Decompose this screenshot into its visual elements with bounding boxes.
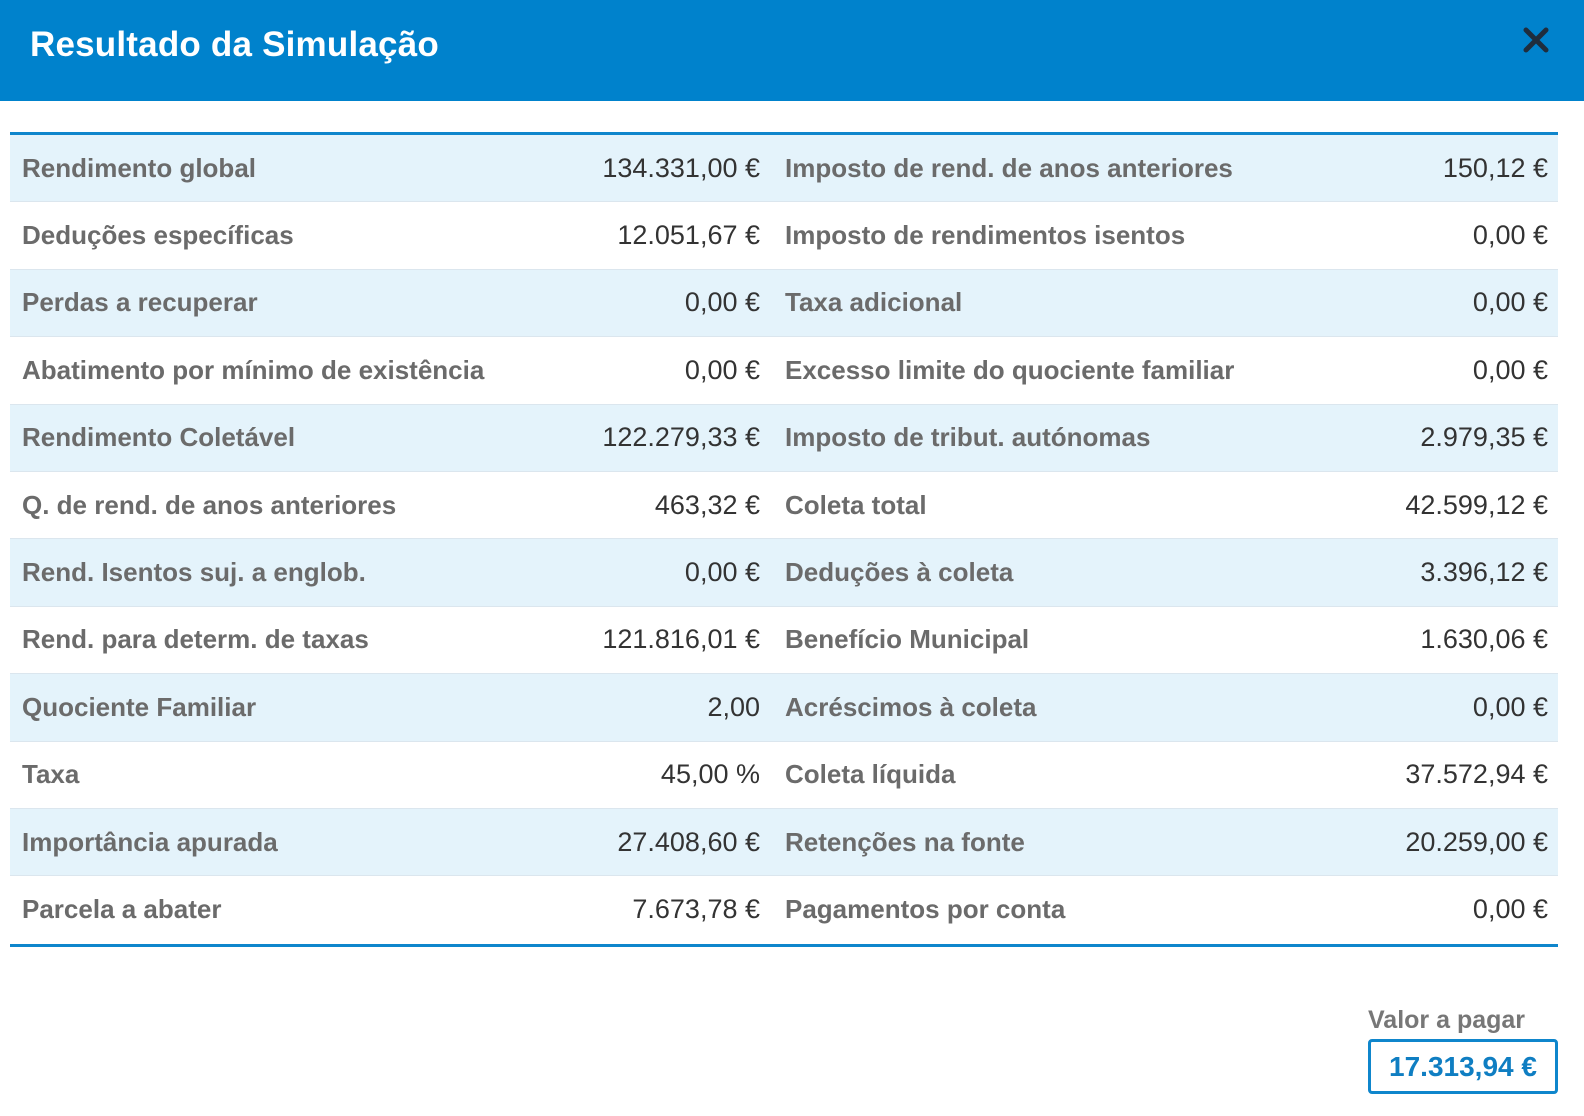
row-label-left: Deduções específicas <box>22 220 294 251</box>
row-label-right: Deduções à coleta <box>785 557 1014 588</box>
row-label-left: Perdas a recuperar <box>22 287 258 318</box>
row-value-right: 20.259,00 € <box>1405 826 1548 857</box>
row-value-right: 1.630,06 € <box>1420 624 1548 655</box>
row-label-left: Q. de rend. de anos anteriores <box>22 489 397 520</box>
row-label-right: Coleta total <box>785 489 927 520</box>
row-label-right: Pagamentos por conta <box>785 894 1066 925</box>
row-label-left: Importância apurada <box>22 826 278 857</box>
row-label-left: Rend. para determ. de taxas <box>22 624 369 655</box>
row-label-right: Imposto de rend. de anos anteriores <box>785 152 1233 183</box>
row-value-right: 0,00 € <box>1472 691 1548 722</box>
row-value-right: 150,12 € <box>1442 152 1548 183</box>
row-value-left: 12.051,67 € <box>617 220 760 251</box>
row-label-right: Benefício Municipal <box>785 624 1030 655</box>
row-value-right: 0,00 € <box>1472 220 1548 251</box>
row-label-left: Abatimento por mínimo de existência <box>22 354 485 385</box>
row-label-left: Parcela a abater <box>22 894 222 925</box>
table-row <box>10 135 1558 202</box>
row-value-right: 37.572,94 € <box>1405 759 1548 790</box>
row-value-left: 0,00 € <box>684 287 760 318</box>
row-value-right: 42.599,12 € <box>1405 489 1548 520</box>
row-label-left: Taxa <box>22 759 80 790</box>
close-button[interactable] <box>1516 20 1556 60</box>
row-label-left: Rend. Isentos suj. a englob. <box>22 557 366 588</box>
table-row <box>10 539 1558 606</box>
row-label-left: Rendimento global <box>22 152 256 183</box>
row-value-right: 3.396,12 € <box>1420 557 1548 588</box>
row-value-left: 134.331,00 € <box>602 152 760 183</box>
row-label-right: Imposto de tribut. autónomas <box>785 422 1151 453</box>
total-section <box>1368 1006 1558 1094</box>
close-icon <box>1523 27 1549 53</box>
row-value-left: 121.816,01 € <box>602 624 760 655</box>
row-value-right: 0,00 € <box>1472 354 1548 385</box>
row-value-left: 0,00 € <box>684 557 760 588</box>
row-value-left: 7.673,78 € <box>632 894 760 925</box>
table-row <box>10 337 1558 404</box>
row-label-right: Excesso limite do quociente familiar <box>785 354 1235 385</box>
row-label-right: Imposto de rendimentos isentos <box>785 220 1186 251</box>
table-row <box>10 607 1558 674</box>
total-label: Valor a pagar <box>1368 1006 1526 1034</box>
row-value-left: 463,32 € <box>654 489 760 520</box>
row-label-left: Rendimento Coletável <box>22 422 296 453</box>
results-table <box>10 132 1558 947</box>
row-label-right: Acréscimos à coleta <box>785 691 1037 722</box>
row-value-left: 27.408,60 € <box>617 826 760 857</box>
table-row <box>10 876 1558 943</box>
row-value-left: 2,00 <box>707 691 760 722</box>
row-value-right: 0,00 € <box>1472 287 1548 318</box>
row-value-right: 2.979,35 € <box>1420 422 1548 453</box>
row-value-left: 45,00 % <box>660 759 760 790</box>
table-row <box>10 472 1558 539</box>
modal-header <box>0 0 1584 101</box>
row-value-left: 122.279,33 € <box>602 422 760 453</box>
table-row <box>10 809 1558 876</box>
table-row <box>10 202 1558 269</box>
row-value-right: 0,00 € <box>1472 894 1548 925</box>
table-row <box>10 405 1558 472</box>
table-row <box>10 270 1558 337</box>
table-row <box>10 742 1558 809</box>
row-value-left: 0,00 € <box>684 354 760 385</box>
row-label-right: Retenções na fonte <box>785 826 1025 857</box>
row-label-right: Coleta líquida <box>785 759 956 790</box>
total-value: 17.313,94 € <box>1368 1039 1558 1094</box>
modal-title: Resultado da Simulação <box>30 24 439 64</box>
row-label-right: Taxa adicional <box>785 287 963 318</box>
row-label-left: Quociente Familiar <box>22 691 257 722</box>
table-row <box>10 674 1558 741</box>
